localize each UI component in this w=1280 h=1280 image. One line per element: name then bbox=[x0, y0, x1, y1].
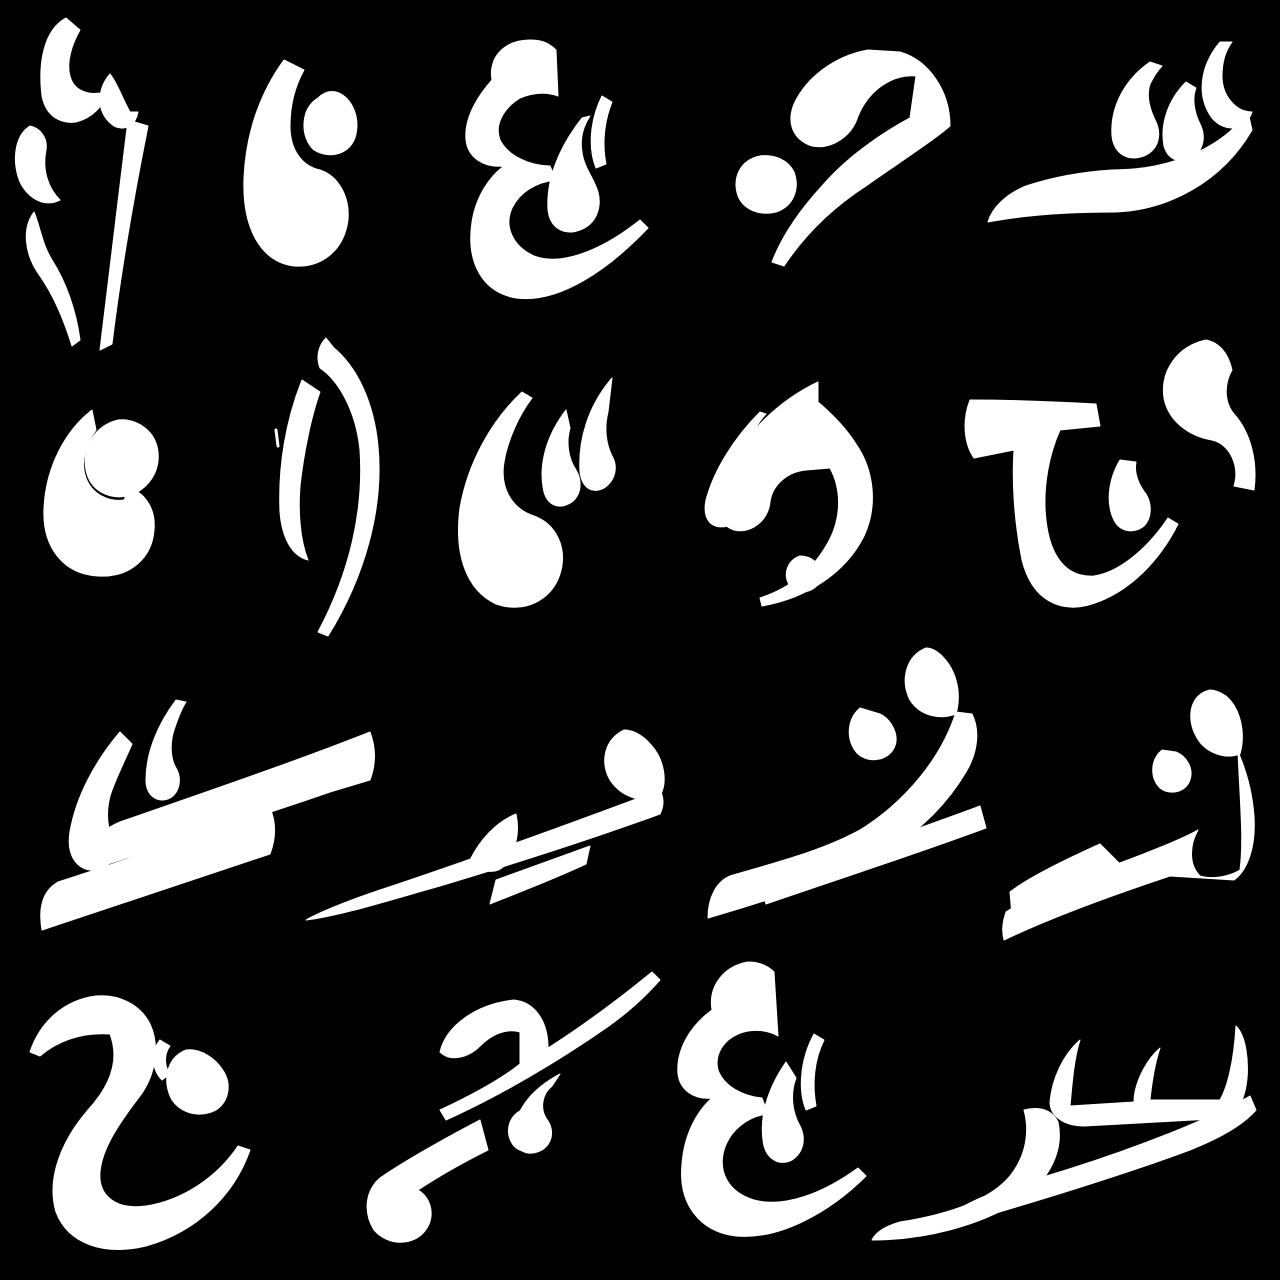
glyph-r4-3 bbox=[678, 962, 866, 1236]
glyph-r3-3 bbox=[708, 648, 986, 918]
glyph-r4-1 bbox=[30, 996, 250, 1250]
glyph-r1-2 bbox=[244, 60, 357, 266]
glyph-r1-4 bbox=[736, 50, 950, 266]
glyph-r4-2 bbox=[367, 972, 660, 1242]
glyph-r1-1 bbox=[15, 18, 148, 350]
glyph-r1-5 bbox=[988, 42, 1252, 222]
glyph-r3-1 bbox=[41, 700, 375, 930]
glyph-r3-4 bbox=[1003, 690, 1255, 940]
glyph-r2-5 bbox=[965, 340, 1255, 607]
glyph-r2-3 bbox=[459, 378, 616, 607]
glyph-r4-4 bbox=[872, 1026, 1256, 1240]
glyph-r1-3 bbox=[466, 40, 648, 299]
glyph-r2-4 bbox=[705, 382, 872, 606]
glyph-r2-2 bbox=[276, 338, 379, 636]
glyph-r2-1 bbox=[44, 410, 158, 576]
